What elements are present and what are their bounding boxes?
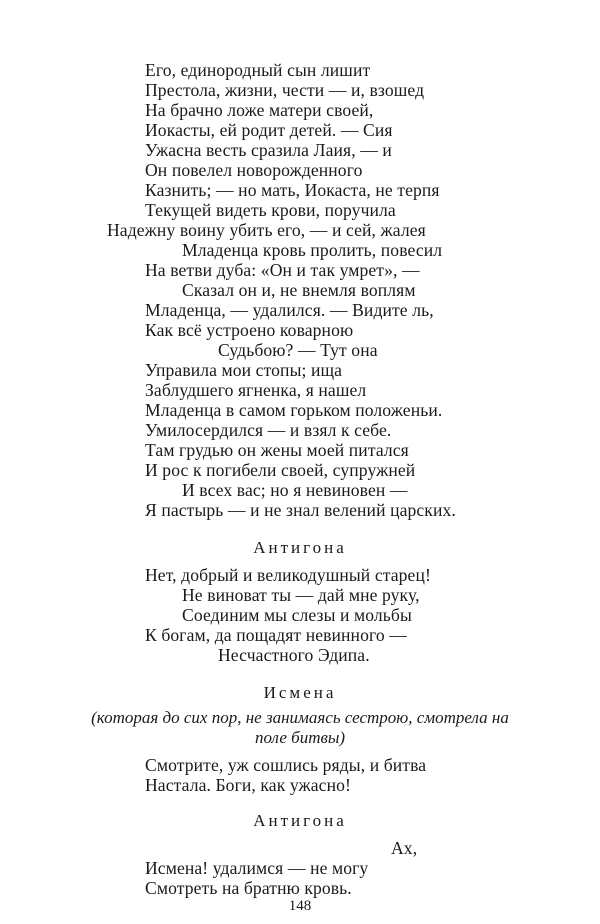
verse-line: Несчастного Эдипа. [218, 645, 370, 665]
verse-line: На брачно ложе матери своей, [145, 100, 374, 120]
verse-line: Заблудшего ягненка, я нашел [145, 380, 367, 400]
verse-line: Управила мои стопы; ища [145, 360, 343, 380]
verse-line: Ах, [391, 838, 418, 858]
verse-line: Там грудью он жены моей питался [145, 440, 409, 460]
verse-line: Ужасна весть сразила Лаия, — и [145, 140, 392, 160]
verse-line: Надежну воину убить его, — и сей, жалея [107, 220, 426, 240]
stage-direction: поле битвы) [254, 728, 346, 747]
verse-line: Судьбою? — Тут она [218, 340, 378, 360]
verse-line: Казнить; — но мать, Иокаста, не терпя [145, 180, 440, 200]
verse-line: Младенца, — удалился. — Видите ль, [145, 300, 434, 320]
verse-line: Не виноват ты — дай мне руку, [182, 585, 420, 605]
verse-line: Я пастырь — и не знал велений царских. [145, 500, 456, 520]
verse-line: На ветви дуба: «Он и так умрет», — [145, 260, 420, 280]
verse-line: Иокасты, ей родит детей. — Сия [145, 120, 393, 140]
verse-line: Младенца в самом горьком положеньи. [145, 400, 443, 420]
verse-line: Текущей видеть крови, поручила [145, 200, 396, 220]
stage-direction: (которая до сих пор, не занимаясь сестрою, смотрела на [91, 708, 509, 727]
verse-line: Смотрите, уж сошлись ряды, и битва [145, 755, 427, 775]
speaker-name: Исмена [263, 683, 337, 702]
verse-line: Престола, жизни, чести — и, взошед [145, 80, 425, 100]
verse-line: Смотреть на братню кровь. [145, 878, 352, 898]
verse-line: Он повелел новорожденного [145, 160, 363, 180]
page-number: 148 [288, 898, 312, 914]
verse-line: Настала. Боги, как ужасно! [145, 775, 351, 795]
speaker-name: Антигона [253, 811, 347, 830]
verse-line: Умилосердился — и взял к себе. [145, 420, 392, 440]
verse-line: Соединим мы слезы и мольбы [182, 605, 412, 625]
verse-line: К богам, да пощадят невинного — [145, 625, 407, 645]
verse-line: Исмена! удалимся — не могу [145, 858, 369, 878]
verse-line: Как всё устроено коварною [145, 320, 354, 340]
verse-line: И всех вас; но я невиновен — [182, 480, 408, 500]
verse-line: Младенца кровь пролить, повесил [182, 240, 443, 260]
verse-line: Его, единородный сын лишит [145, 60, 371, 80]
verse-line: Нет, добрый и великодушный старец! [145, 565, 431, 585]
verse-line: Сказал он и, не внемля воплям [182, 280, 416, 300]
verse-line: И рос к погибели своей, супружней [145, 460, 416, 480]
speaker-name: Антигона [253, 538, 347, 557]
